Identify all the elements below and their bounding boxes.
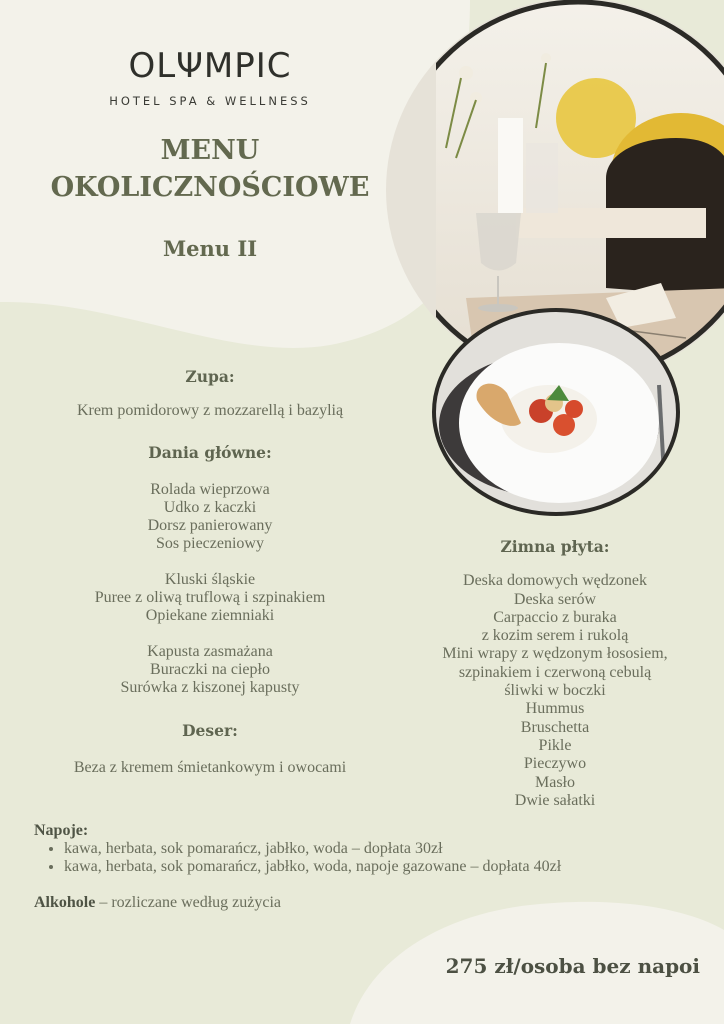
cold-items — [400, 572, 710, 810]
drinks-section — [34, 822, 561, 912]
soup-section — [0, 368, 420, 420]
alcohol-label: Alkohole — [34, 894, 96, 911]
list-item: śliwki w boczki — [504, 682, 606, 700]
list-item: Dorsz panierowany — [147, 517, 273, 534]
list-item: Udko z kaczki — [163, 499, 257, 516]
mains-heading: Dania główne: — [148, 443, 272, 462]
price-label: 275 zł/osoba bez napoi — [445, 954, 700, 978]
drinks-list — [34, 840, 561, 876]
dessert-item: Beza z kremem śmietankowym i owocami — [73, 759, 347, 776]
title-line-1: MENU — [160, 135, 260, 166]
logo-wordmark: OLΨMPIC — [128, 46, 292, 86]
drinks-heading: Napoje: — [34, 822, 89, 839]
title-line-2: OKOLICZNOŚCIOWE — [50, 172, 370, 203]
dessert-section — [0, 722, 420, 777]
list-item: • kawa, herbata, sok pomarańcz, jabłko, woda – dopłata 30zł — [64, 840, 561, 858]
mains-group-1 — [0, 481, 420, 553]
list-item: Deska domowych wędzonek — [463, 572, 647, 590]
list-item: Carpaccio z buraka — [493, 608, 617, 626]
dish-photo — [429, 305, 685, 521]
dessert-heading: Deser: — [182, 721, 238, 740]
alcohol-note — [34, 894, 561, 912]
list-item: Puree z oliwą truflową i szpinakiem — [94, 589, 326, 606]
cold-heading: Zimna płyta: — [500, 537, 610, 556]
soup-heading: Zupa: — [185, 367, 235, 386]
list-item: Buraczki na ciepło — [150, 661, 270, 678]
mains-group-3 — [0, 643, 420, 697]
alcohol-text: – rozliczane według zużycia — [95, 894, 282, 911]
list-item: Pieczywo — [523, 755, 587, 773]
soup-item: Krem pomidorowy z mozzarellą i bazylią — [76, 402, 344, 419]
list-item: • kawa, herbata, sok pomarańcz, jabłko, woda, napoje gazowane – dopłata 40zł — [64, 858, 561, 876]
list-item: Hummus — [525, 700, 585, 718]
list-item: Mini wrapy z wędzonym łososiem, — [442, 645, 668, 663]
list-item: Dwie sałatki — [514, 791, 596, 809]
list-item: Rolada wieprzowa — [150, 481, 270, 498]
list-item: Kapusta zasmażana — [147, 643, 273, 660]
list-item: Pikle — [538, 736, 572, 754]
menu-subtitle: Menu II — [162, 236, 258, 261]
logo-subtitle: HOTEL SPA & WELLNESS — [109, 94, 311, 108]
cold-buffet-section — [400, 538, 710, 810]
list-item: Deska serów — [513, 590, 597, 608]
list-item: szpinakiem i czerwoną cebulą — [458, 663, 652, 681]
list-item: Sos pieczeniowy — [156, 535, 264, 552]
hotel-logo — [0, 44, 420, 108]
list-item: z kozim serem i rukolą — [481, 627, 629, 645]
list-item: Surówka z kiszonej kapusty — [120, 679, 300, 696]
list-item: Opiekane ziemniaki — [145, 607, 275, 624]
list-item: Bruschetta — [520, 718, 590, 736]
menu-title — [0, 132, 420, 206]
list-item: Kluski śląskie — [164, 571, 256, 588]
list-item: Masło — [535, 773, 575, 791]
mains-group-2 — [0, 571, 420, 625]
mains-section — [0, 444, 420, 697]
